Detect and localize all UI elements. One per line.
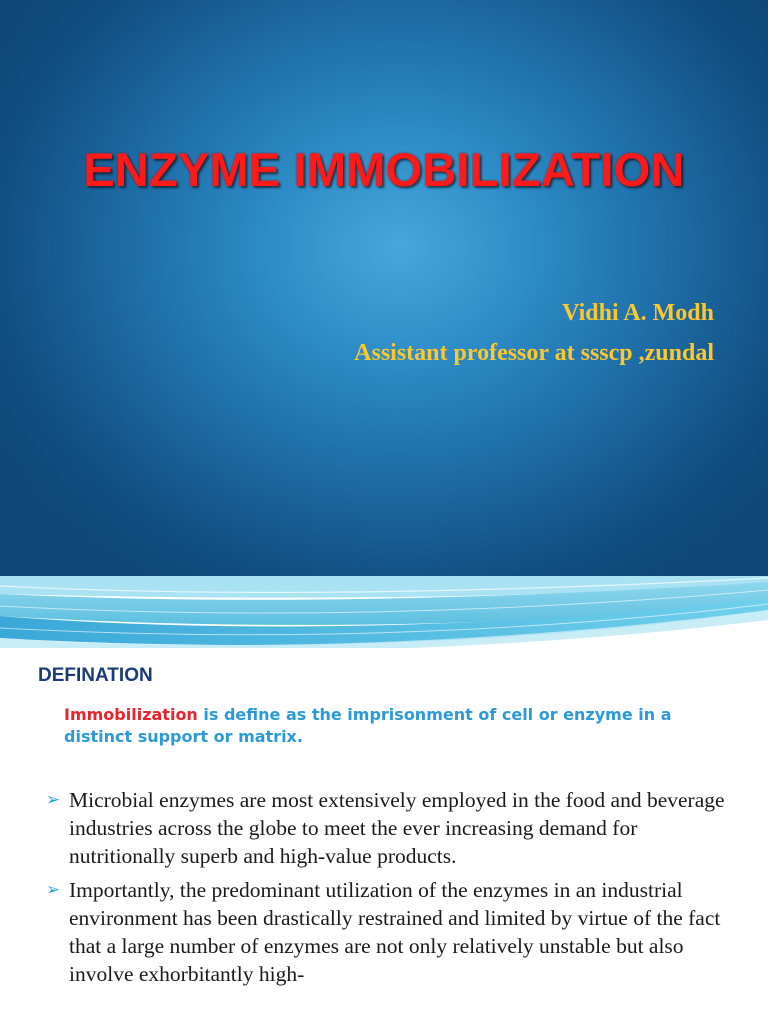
arrow-bullet-icon: ➢ [46,880,61,900]
arrow-bullet-icon: ➢ [46,790,61,810]
list-item [46,786,736,870]
section-heading: DEFINATION [38,665,153,686]
bullet-text: Importantly, the predominant utilization of the enzymes in an industrial environment has been drastically restrained and limited by virtue of the fact that a large number of enzymes are not only relatively unstable but also involve exhorbitantly high- [69,878,721,986]
content-slide [0,576,768,1024]
author-role: Assistant professor at ssscp ,zundal [354,340,714,366]
definition-body: is define as the imprisonment of cell or enzyme in a distinct support or matrix. [64,705,672,746]
definition-paragraph [64,704,724,748]
definition-term: Immobilization [64,705,198,724]
bullet-text: Microbial enzymes are most extensively employed in the food and beverage industries across the globe to meet the ever increasing demand for nutritionally superb and high-value products. [69,788,725,868]
decorative-wave-band [0,576,768,648]
author-name: Vidhi A. Modh [562,300,714,326]
slide-title: ENZYME IMMOBILIZATION [83,143,685,196]
list-item [46,876,736,988]
bullet-list [46,786,736,994]
